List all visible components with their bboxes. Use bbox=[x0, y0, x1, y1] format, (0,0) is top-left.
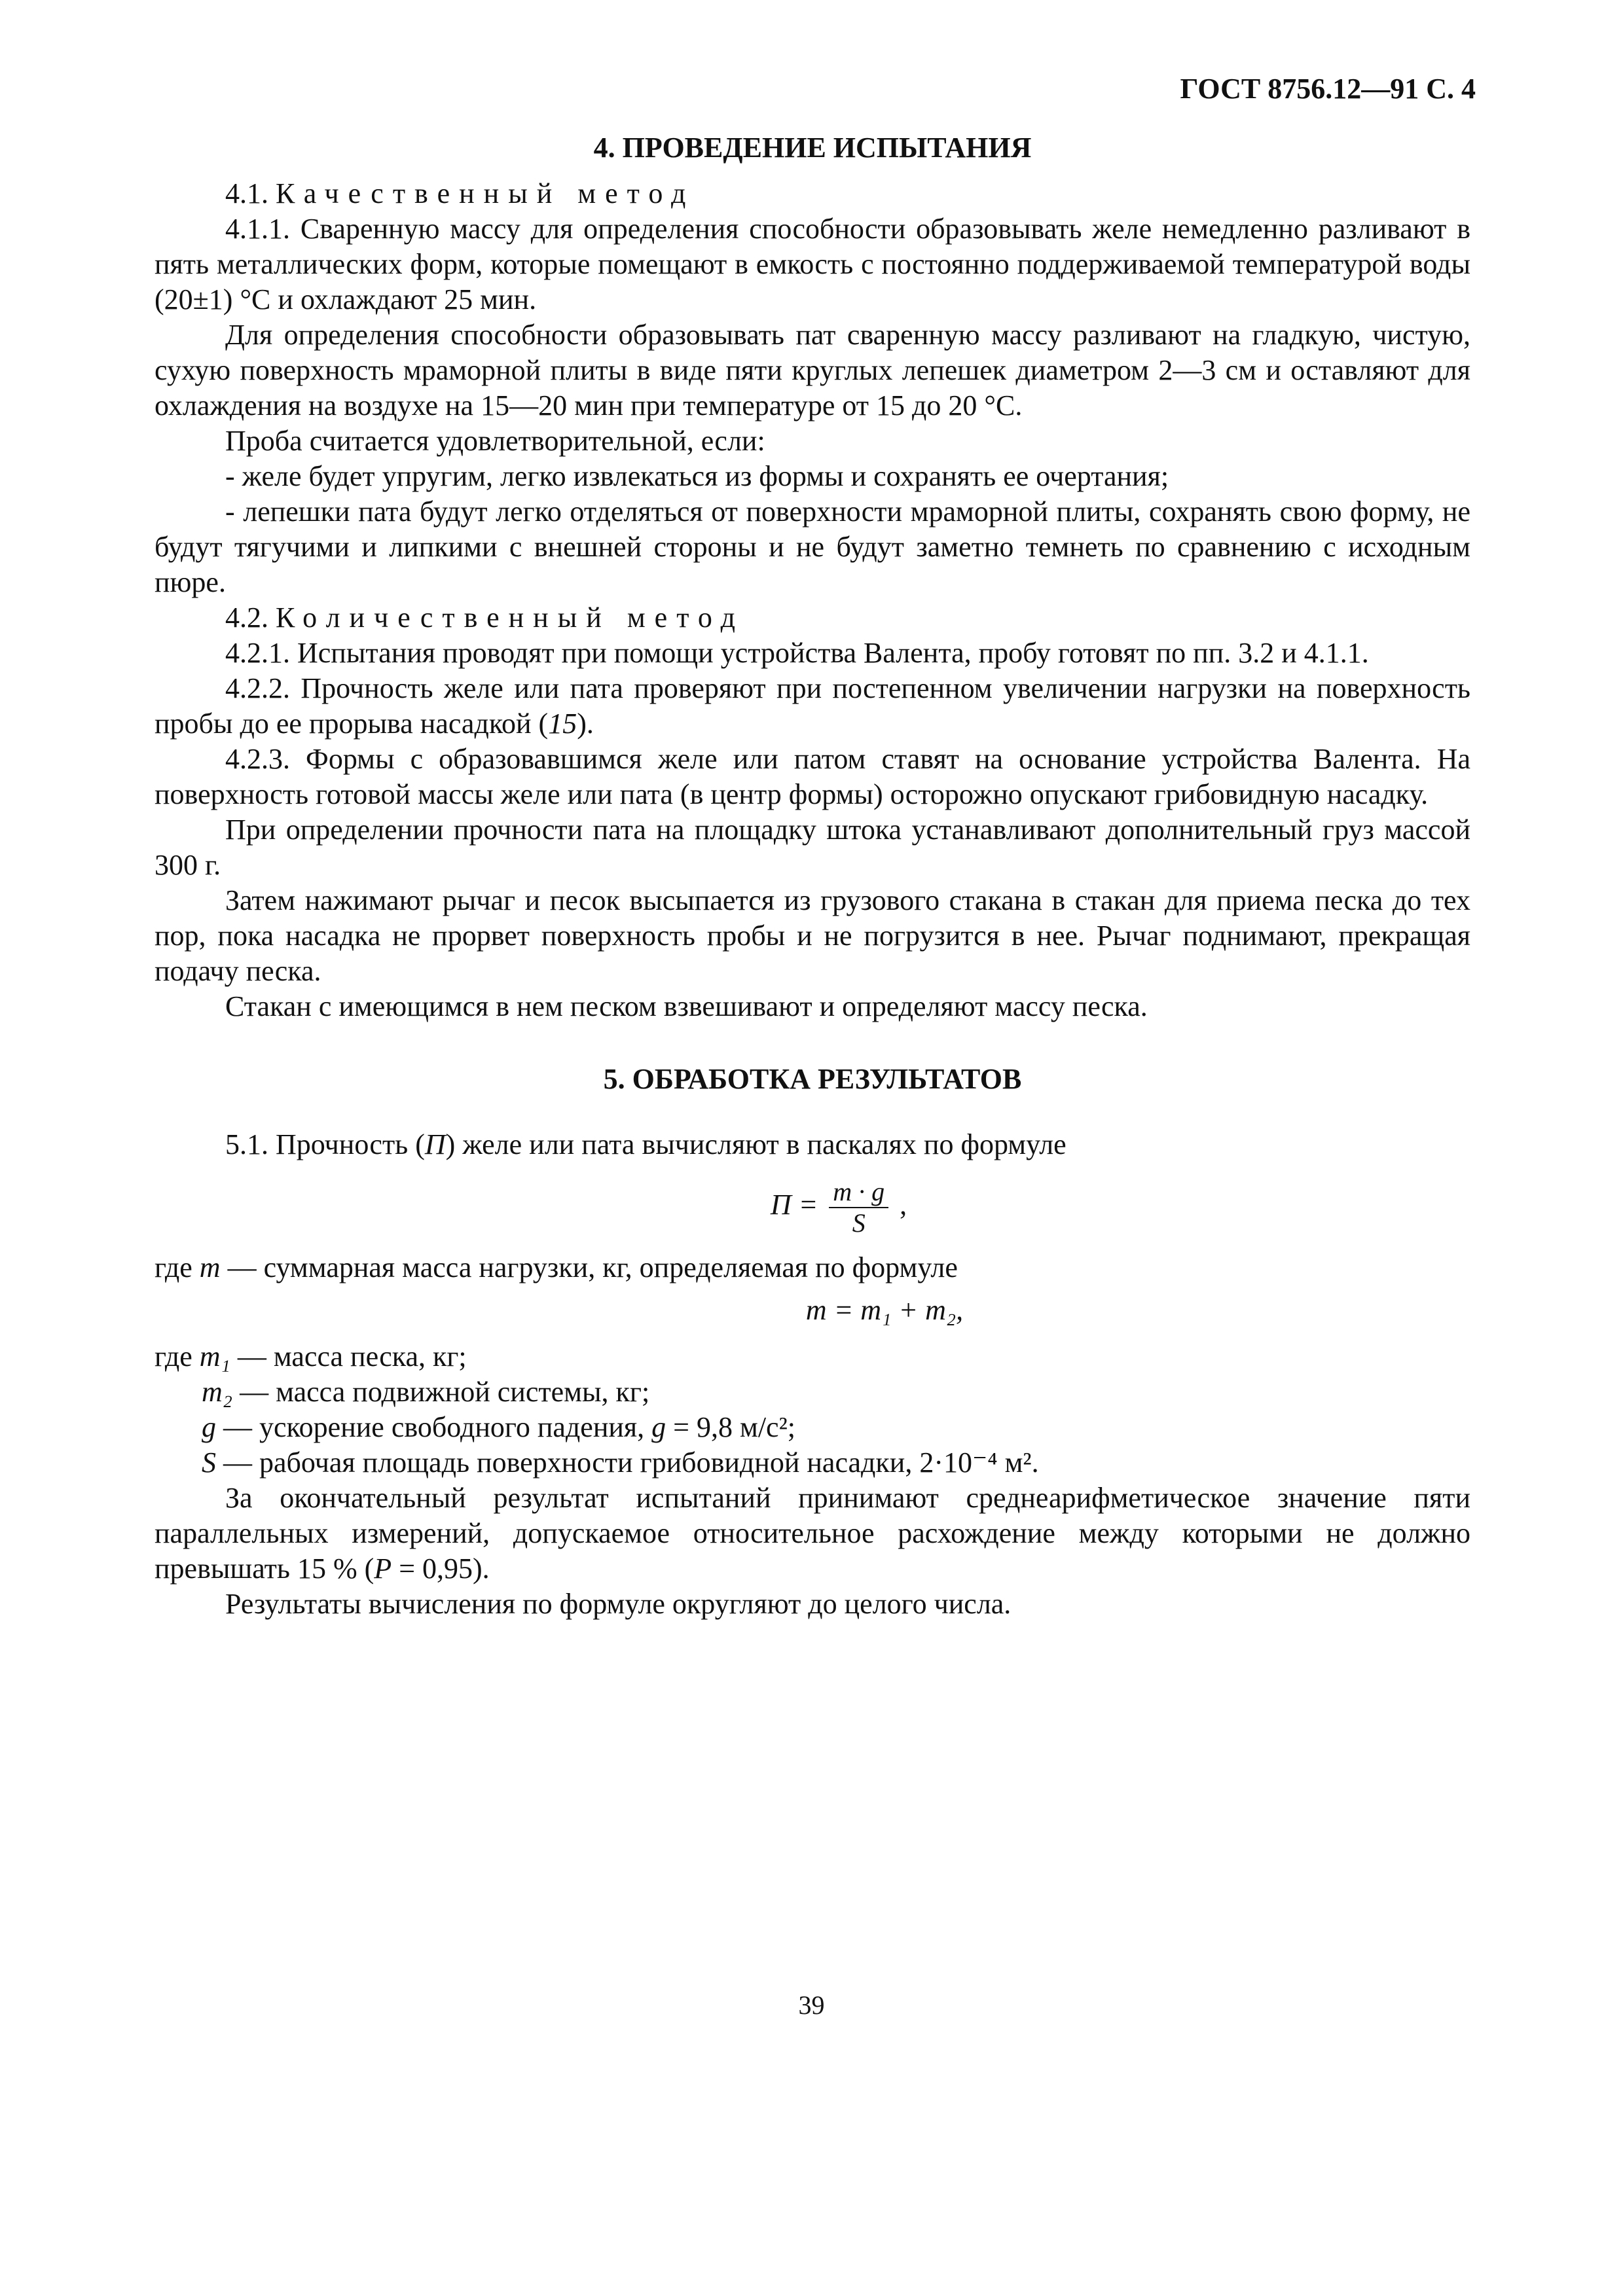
page-content bbox=[155, 131, 1470, 1622]
formula-mass-sum: m = m₁ + m₂, bbox=[805, 1294, 964, 1326]
paragraph-gruz: При определении прочности пата на площадку штока устанавливают дополнительный груз массой 300 г. bbox=[155, 814, 1470, 881]
paragraph-rounding: Результаты вычисления по формуле округляют до целого числа. bbox=[225, 1588, 1012, 1620]
paragraph-stakan: Стакан с имеющимся в нем песком взвешивают и определяют массу песка. bbox=[225, 990, 1148, 1022]
text-run: 5.1. Прочность ( bbox=[225, 1128, 425, 1160]
document-header: ГОСТ 8756.12—91 С. 4 bbox=[1180, 73, 1476, 105]
formula-fraction bbox=[829, 1177, 888, 1238]
subsection-4-1-heading bbox=[155, 176, 1470, 211]
text-run: = 0,95). bbox=[399, 1552, 490, 1585]
definition-value: = 9,8 м/с²; bbox=[673, 1411, 795, 1443]
paragraph-4-1-1: 4.1.1. Сваренную массу для определения способности образовывать желе немедленно разливают в пять металлических форм, которые помещают в емкость с постоянно поддерживаемой температурой воды (20±1) °С и охлаждают 25 мин. bbox=[155, 213, 1470, 315]
formula-lhs: П = bbox=[770, 1189, 818, 1221]
formula-numerator: m · g bbox=[829, 1177, 888, 1208]
text-run: 4.2.2. Прочность желе или пата проверяют при постепенном увеличении нагрузки на поверхность пробы до ее прорыва насадкой ( bbox=[155, 672, 1470, 740]
formula-denominator: S bbox=[852, 1208, 866, 1238]
paragraph-proba: Проба считается удовлетворительной, если: bbox=[225, 425, 765, 457]
paragraph-5-1 bbox=[155, 1127, 1470, 1162]
where-word: где bbox=[155, 1340, 192, 1372]
symbol-m2: m₂ bbox=[202, 1376, 233, 1408]
subsection-4-2-heading bbox=[155, 600, 1470, 636]
definition-s bbox=[155, 1445, 1470, 1480]
reference-number: 15 bbox=[548, 708, 577, 740]
symbol-strength: П bbox=[424, 1128, 446, 1160]
paragraph-4-2-1: 4.2.1. Испытания проводят при помощи устройства Валента, пробу готовят по пп. 3.2 и 4.1.1. bbox=[225, 637, 1369, 669]
definition-text: — масса песка, кг; bbox=[237, 1340, 467, 1372]
subsection-title: Количественный метод bbox=[276, 601, 744, 634]
definition-m2 bbox=[155, 1374, 1470, 1410]
paragraph-final-result bbox=[155, 1480, 1470, 1587]
symbol-g-inline: g bbox=[651, 1411, 666, 1443]
definition-m1 bbox=[155, 1339, 1470, 1374]
section-5-title: 5. ОБРАБОТКА РЕЗУЛЬТАТОВ bbox=[603, 1063, 1022, 1095]
symbol-p: P bbox=[374, 1552, 392, 1585]
definition-g bbox=[155, 1410, 1470, 1445]
symbol-s: S bbox=[202, 1446, 216, 1479]
subsection-title: Качественный метод bbox=[276, 177, 695, 209]
paragraph-4-2-3: 4.2.3. Формы с образовавшимся желе или патом ставят на основание устройства Валента. На поверхность готовой массы желе или пата (в центр формы) осторожно опускают грибовидную насадку. bbox=[155, 743, 1470, 810]
text-run: ) желе или пата вычисляют в паскалях по формуле bbox=[445, 1128, 1067, 1160]
page-number: 39 bbox=[798, 1990, 825, 2020]
symbol-m1: m₁ bbox=[199, 1340, 230, 1372]
definition-text: — рабочая площадь поверхности грибовидной насадки, 2·10⁻⁴ м². bbox=[223, 1446, 1039, 1479]
paragraph-dash-1: - желе будет упругим, легко извлекаться из формы и сохранять ее очертания; bbox=[225, 460, 1169, 492]
subsection-number: 4.2. bbox=[225, 601, 268, 634]
where-word: где bbox=[155, 1251, 192, 1283]
definition-text: — суммарная масса нагрузки, кг, определяемая по формуле bbox=[227, 1251, 958, 1283]
subsection-number: 4.1. bbox=[225, 177, 268, 209]
text-run: ). bbox=[577, 708, 594, 740]
paragraph-4-2-2 bbox=[155, 671, 1470, 742]
paragraph-dash-2: - лепешки пата будут легко отделяться от поверхности мраморной плиты, сохранять свою форму, не будут тягучими и липкими с внешней стороны и не будут заметно темнеть по сравнению с исходным пюре. bbox=[155, 495, 1470, 598]
definition-text: — ускорение свободного падения, bbox=[223, 1411, 645, 1443]
formula-tail: , bbox=[900, 1189, 907, 1221]
definition-text: — масса подвижной системы, кг; bbox=[240, 1376, 650, 1408]
text-run: За окончательный результат испытаний принимают среднеарифметическое значение пяти параллельных измерений, допускаемое относительное расхождение между которыми не должно превышать 15 % ( bbox=[155, 1482, 1470, 1585]
paragraph-rychag: Затем нажимают рычаг и песок высыпается из грузового стакана в стакан для приема песка до тех пор, пока насадка не прорвет поверхность пробы и не погрузится в нее. Рычаг поднимают, прекращая подачу песка. bbox=[155, 884, 1470, 987]
formula-strength bbox=[181, 1177, 1497, 1238]
definition-m bbox=[155, 1250, 1470, 1285]
paragraph-pat: Для определения способности образовывать пат сваренную массу разливают на гладкую, чистую, сухую поверхность мраморной плиты в виде пяти круглых лепешек диаметром 2—3 см и оставляют для охлаждения на воздухе на 15—20 мин при температуре от 15 до 20 °С. bbox=[155, 319, 1470, 422]
symbol-g: g bbox=[202, 1411, 216, 1443]
section-4-title: 4. ПРОВЕДЕНИЕ ИСПЫТАНИЯ bbox=[593, 132, 1032, 164]
symbol-m: m bbox=[199, 1251, 221, 1283]
